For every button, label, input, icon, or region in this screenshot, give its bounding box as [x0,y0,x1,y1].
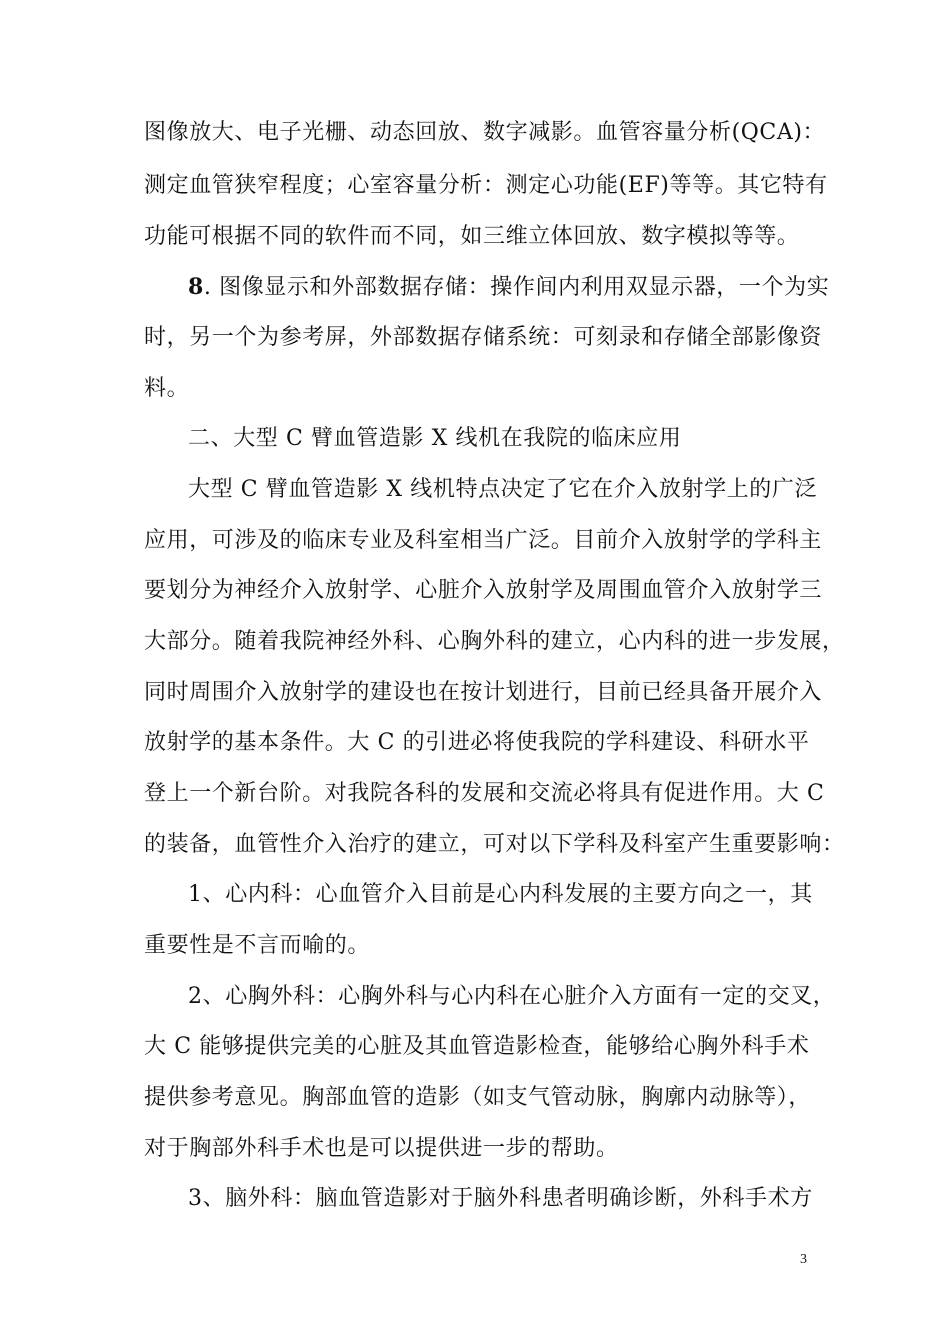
body-line: 时，另一个为参考屏，外部数据存储系统：可刻录和存储全部影像资 [144,325,823,350]
body-line: 登上一个新台阶。对我院各科的发展和交流必将具有促进作用。大 C [144,781,825,806]
body-line: 提供参考意见。胸部血管的造影（如支气管动脉，胸廓内动脉等）， [144,1085,812,1110]
body-line: 放射学的基本条件。大 C 的引进必将使我院的学科建设、科研水平 [144,730,810,755]
body-line: 测定血管狭窄程度；心室容量分析：测定心功能(EF)等等。其它特有 [144,173,828,198]
body-line: 大 C 能够提供完美的心脏及其血管造影检查，能够给心胸外科手术 [144,1034,810,1059]
list-item-1: 1、心内科：心血管介入目前是心内科发展的主要方向之一，其 [188,882,813,907]
body-line: 大部分。随着我院神经外科、心胸外科的建立，心内科的进一步发展， [144,629,845,654]
body-line: 对于胸部外科手术也是可以提供进一步的帮助。 [144,1136,619,1161]
body-line: 同时周围介入放射学的建设也在按计划进行，目前已经具备开展介入 [144,680,823,705]
list-item-2: 2、心胸外科：心胸外科与心内科在心脏介入方面有一定的交叉， [188,984,836,1009]
body-line: 图像放大、电子光栅、动态回放、数字减影。血管容量分析(QCA)： [144,120,826,145]
body-line: 料。 [144,376,190,401]
body-line: 应用，可涉及的临床专业及科室相当广泛。目前介入放射学的学科主 [144,528,823,553]
section-heading: 二、大型 C 臂血管造影 X 线机在我院的临床应用 [188,426,682,451]
body-line: 大型 C 臂血管造影 X 线机特点决定了它在介入放射学上的广泛 [188,477,818,502]
list-item-3: 3、脑外科：脑血管造影对于脑外科患者明确诊断，外科手术方 [188,1186,813,1211]
body-line: 重要性是不言而喻的。 [144,933,371,958]
section-number: 8 [188,274,204,300]
section-8-line [188,273,829,302]
body-line: 的装备，血管性介入治疗的建立，可对以下学科及科室产生重要影响： [144,832,845,857]
body-line: 功能可根据不同的软件而不同，如三维立体回放、数字模拟等等。 [144,224,800,249]
body-line: 要划分为神经介入放射学、心脏介入放射学及周围血管介入放射学三 [144,578,823,603]
page-number: 3 [800,1252,807,1267]
section-text: . 图像显示和外部数据存储：操作间内利用双显示器，一个为实 [203,275,830,300]
